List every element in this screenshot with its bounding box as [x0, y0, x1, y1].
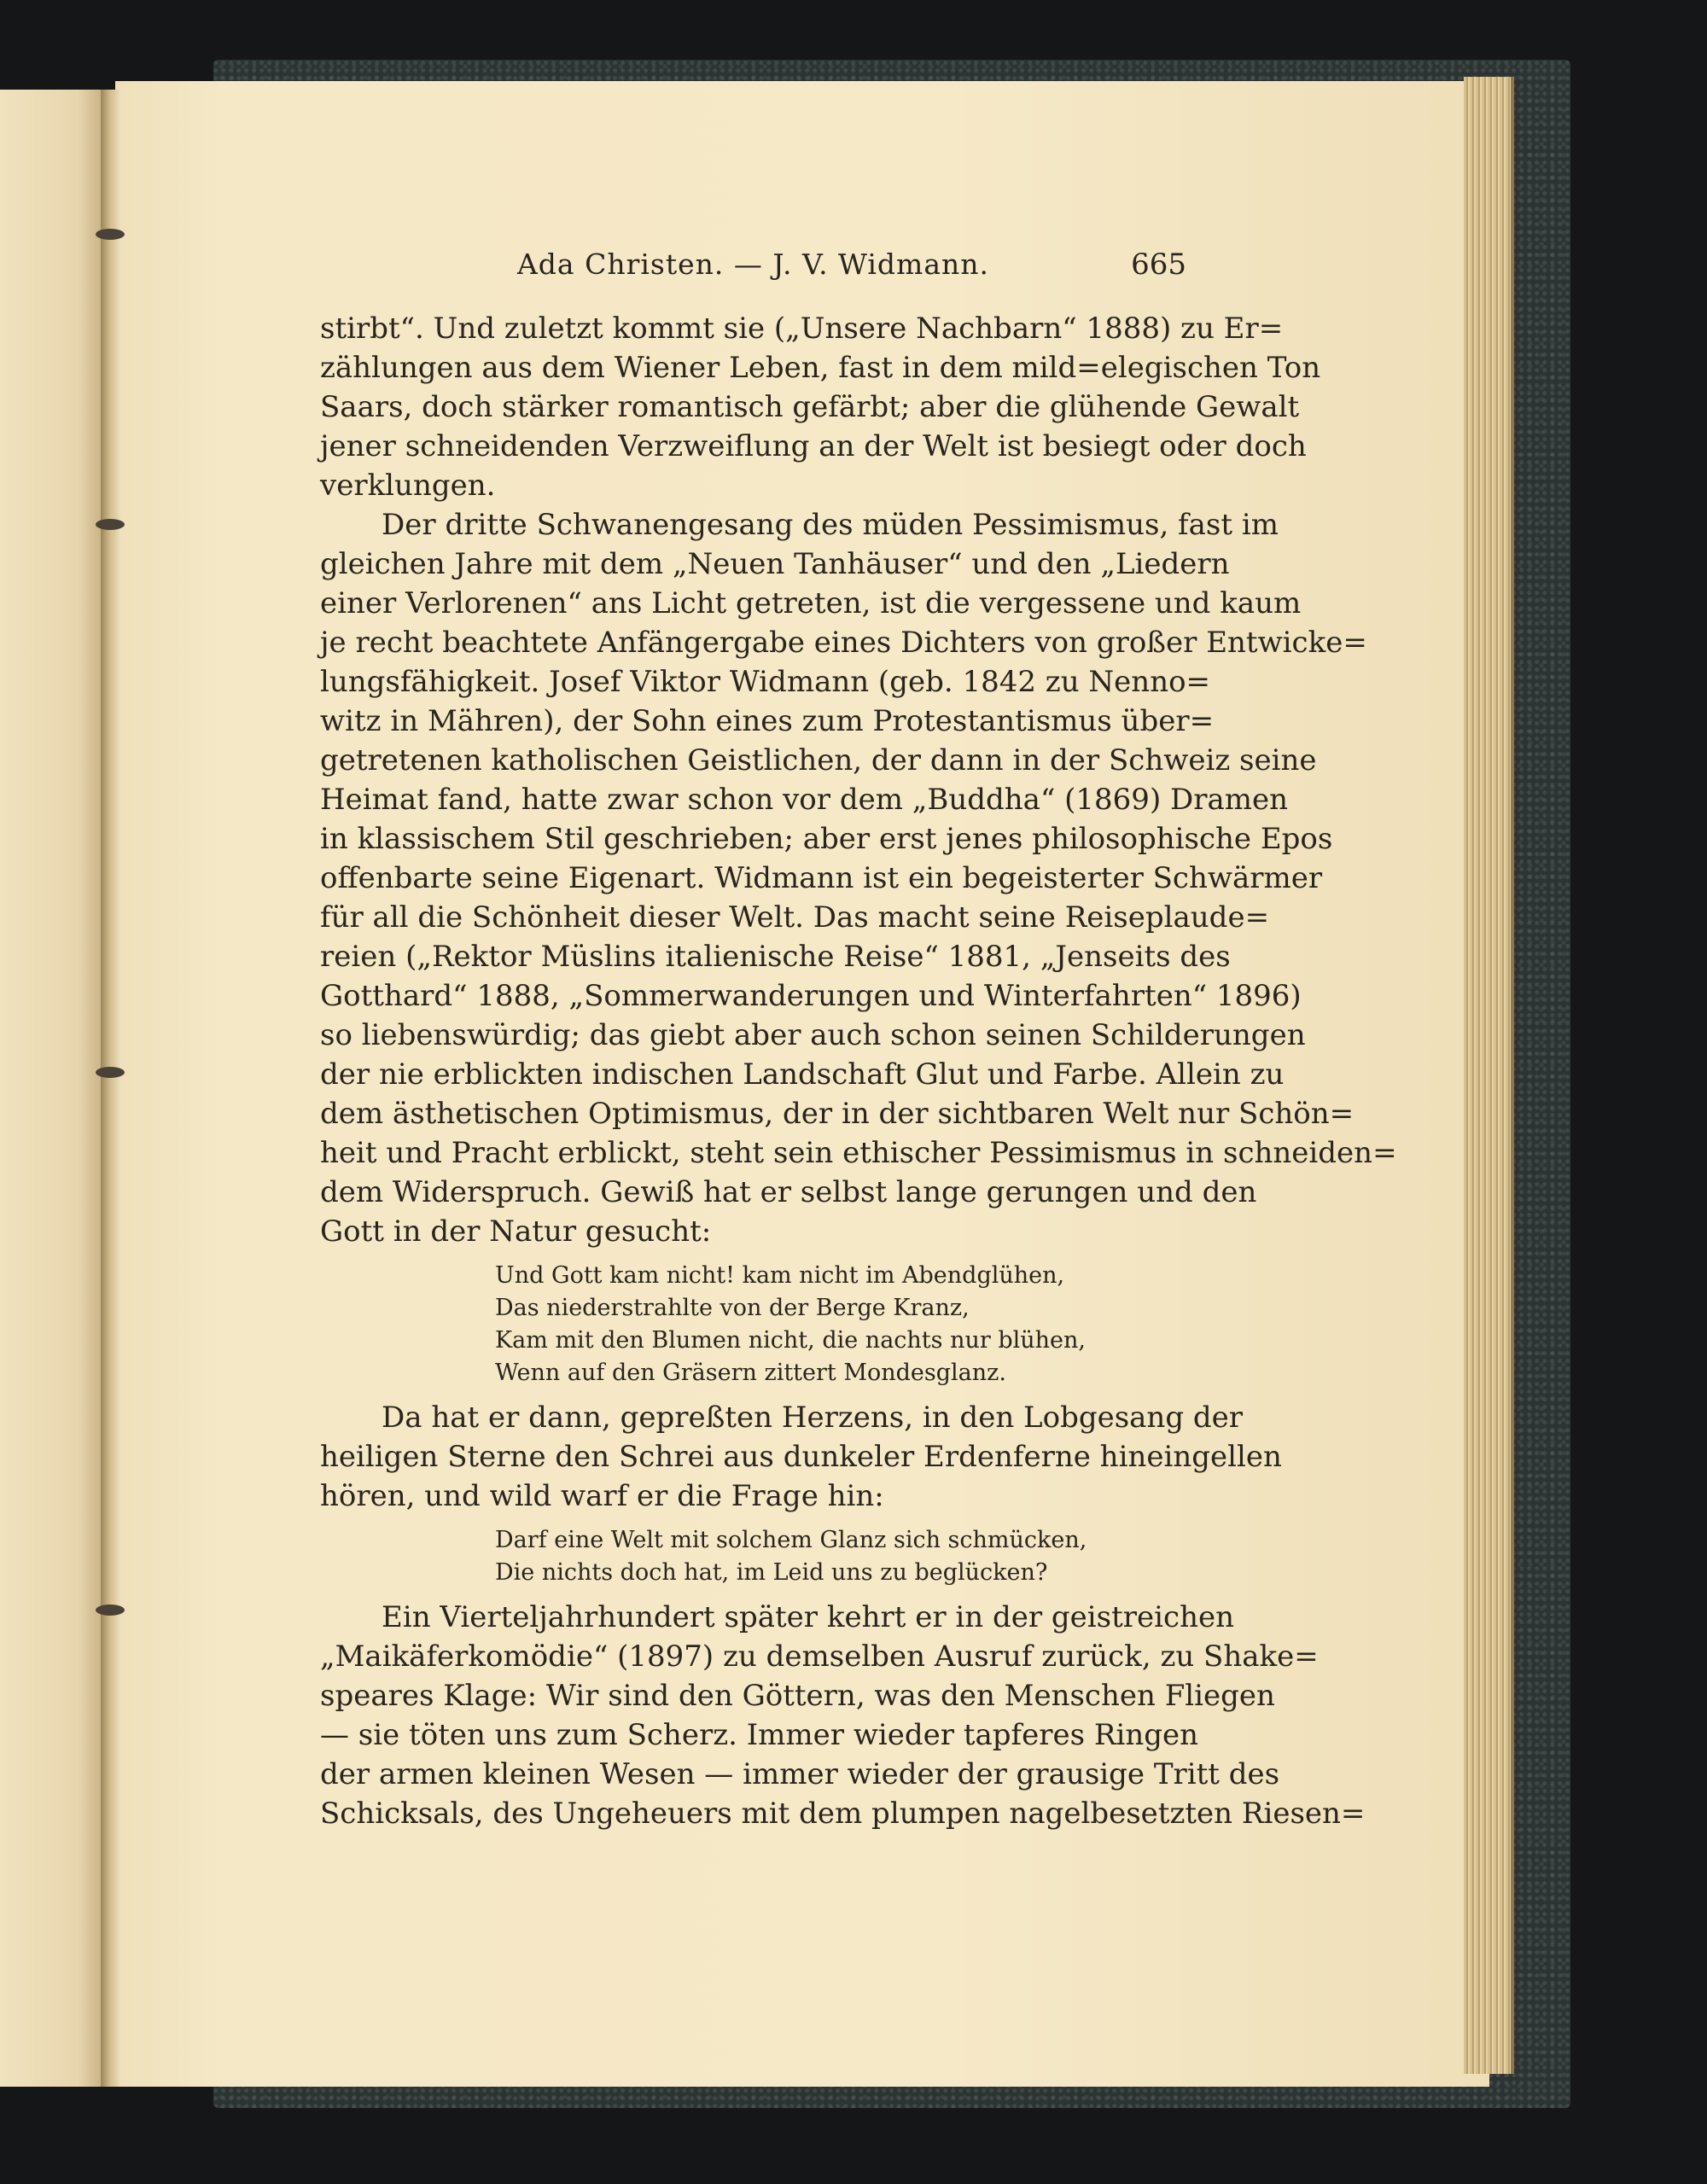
binding-hole [96, 1067, 125, 1078]
text-line: — sie töten uns zum Scherz. Immer wieder tapferes Ringen [320, 1718, 1199, 1752]
text-line: für all die Schönheit dieser Welt. Das macht seine Reiseplaude= [320, 900, 1270, 935]
text-line: Ein Vierteljahrhundert später kehrt er in der geistreichen [382, 1600, 1234, 1634]
binding-gutter [101, 90, 119, 2087]
left-page-edge [0, 90, 111, 2087]
text-line: Der dritte Schwanengesang des müden Pessimismus, fast im [382, 508, 1279, 542]
text-line: lungsfähigkeit. Josef Viktor Widmann (geb. 1842 zu Nenno= [320, 665, 1211, 699]
paragraph [320, 505, 1397, 1251]
verse-line: Und Gott kam nicht! kam nicht im Abendglühen, [495, 1262, 1065, 1289]
text-line: in klassischem Stil geschrieben; aber erst jenes philosophische Epos [320, 822, 1333, 856]
verse-line: Wenn auf den Gräsern zittert Mondesglanz. [495, 1360, 1006, 1386]
text-line: heit und Pracht erblickt, steht sein ethischer Pessimismus in schneiden= [320, 1136, 1397, 1170]
text-line: Saars, doch stärker romantisch gefärbt; aber die glühende Gewalt [320, 390, 1300, 424]
text-line: speares Klage: Wir sind den Göttern, was den Menschen Fliegen [320, 1679, 1275, 1713]
text-line: Heimat fand, hatte zwar schon vor dem „Buddha“ (1869) Dramen [320, 783, 1289, 817]
text-line: stirbt“. Und zuletzt kommt sie („Unsere Nachbarn“ 1888) zu Er= [320, 312, 1284, 346]
text-line: „Maikäferkomödie“ (1897) zu demselben Ausruf zurück, zu Shake= [320, 1639, 1319, 1674]
text-line: dem ästhetischen Optimismus, der in der sichtbaren Welt nur Schön= [320, 1097, 1355, 1131]
text-line: so liebenswürdig; das giebt aber auch schon seinen Schilderungen [320, 1018, 1306, 1052]
text-line: hören, und wild warf er die Frage hin: [320, 1479, 884, 1513]
text-line: heiligen Sterne den Schrei aus dunkeler Erdenferne hineingellen [320, 1440, 1282, 1474]
running-head: Ada Christen. — J. V. Widmann. [516, 248, 990, 281]
verse-line: Kam mit den Blumen nicht, die nachts nur blühen, [495, 1327, 1087, 1354]
text-line: dem Widerspruch. Gewiß hat er selbst lange gerungen und den [320, 1175, 1257, 1209]
text-line: Schicksals, des Ungeheuers mit dem plumpen nagelbesetzten Riesen= [320, 1797, 1366, 1831]
text-line: offenbarte seine Eigenart. Widmann ist ein begeisterter Schwärmer [320, 861, 1323, 895]
paragraph [320, 309, 1321, 505]
verse-line: Darf eine Welt mit solchem Glanz sich schmücken, [495, 1527, 1087, 1553]
page-number: 665 [1131, 248, 1186, 282]
paragraph [320, 1598, 1366, 1833]
verse-quote [495, 1260, 1186, 1389]
text-line: zählungen aus dem Wiener Leben, fast in dem mild=elegischen Ton [320, 351, 1321, 385]
binding-hole [96, 519, 125, 530]
text-line: witz in Mähren), der Sohn eines zum Protestantismus über= [320, 704, 1215, 738]
verse-quote [495, 1524, 1186, 1589]
text-line: jener schneidenden Verzweiflung an der Welt ist besiegt oder doch [320, 429, 1307, 463]
text-line: reien („Rektor Müslins italienische Reise“ 1881, „Jenseits des [320, 940, 1231, 974]
text-line: getretenen katholischen Geistlichen, der dann in der Schweiz seine [320, 743, 1317, 778]
body-text [320, 309, 1397, 1833]
text-line: der nie erblickten indischen Landschaft Glut und Farbe. Allein zu [320, 1057, 1285, 1092]
text-line: verklungen. [320, 469, 496, 503]
text-line: gleichen Jahre mit dem „Neuen Tanhäuser“ und den „Liedern [320, 547, 1230, 581]
verse-line: Die nichts doch hat, im Leid uns zu beglücken? [495, 1559, 1048, 1586]
text-line: Da hat er dann, gepreßten Herzens, in den Lobgesang der [382, 1401, 1244, 1435]
text-line: der armen kleinen Wesen — immer wieder der grausige Tritt des [320, 1757, 1280, 1791]
verse-line: Das niederstrahlte von der Berge Kranz, [495, 1295, 970, 1321]
binding-hole [96, 229, 125, 240]
text-line: einer Verlorenen“ ans Licht getreten, ist die vergessene und kaum [320, 586, 1302, 620]
text-line: Gott in der Natur gesucht: [320, 1214, 712, 1249]
text-line: Gotthard“ 1888, „Sommerwanderungen und Winterfahrten“ 1896) [320, 979, 1302, 1013]
binding-hole [96, 1605, 125, 1616]
paragraph [320, 1398, 1282, 1516]
text-line: je recht beachtete Anfängergabe eines Dichters von großer Entwicke= [320, 626, 1367, 660]
page-header [320, 248, 1186, 290]
page-block-edges [1464, 77, 1514, 2074]
